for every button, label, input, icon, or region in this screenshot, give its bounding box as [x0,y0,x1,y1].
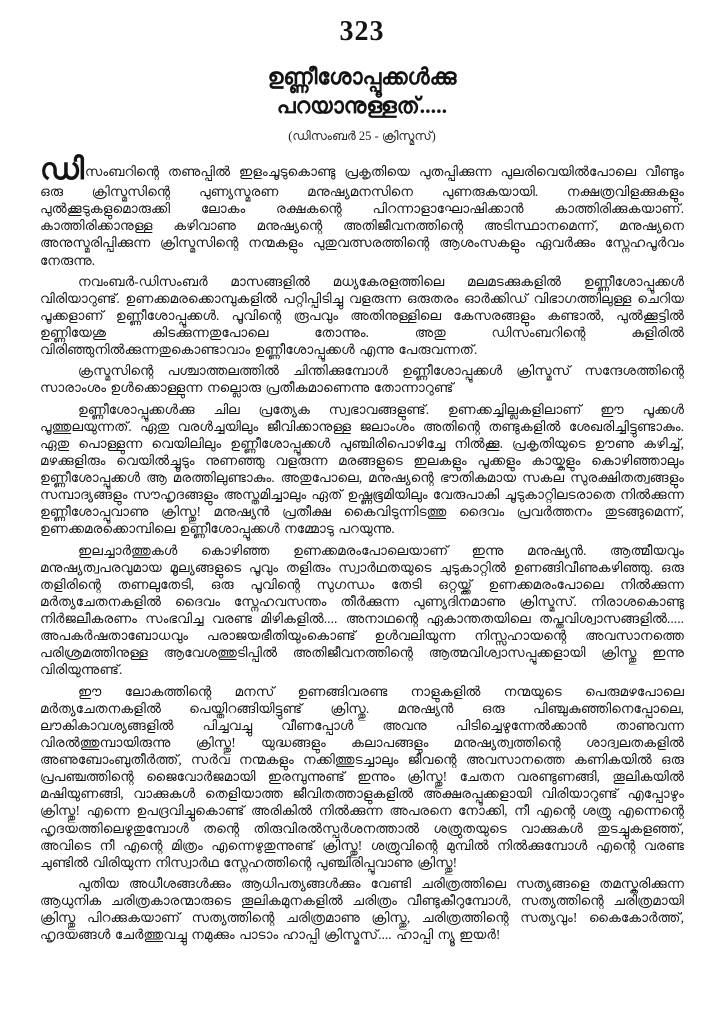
page-number: 323 [339,16,385,47]
paragraph-3: ക്രസ്മസിന്റെ പശ്ചാത്തലത്തിൽ ചിന്തിക്കുമ്പോൾ ഉണ്ണീശോപ്പൂക്കൾ ക്രിസ്മസ് സന്ദേശത്തിന്റെ സാരാംശം ഉൾക്കൊള്ളുന്ന നല്ലൊരു പ്രതീകമാണെന്നു തോന്നാറുണ്ട് [40,363,684,396]
page-title [40,62,684,120]
title-line-2: പറയാനുള്ളത്..... [276,93,448,119]
paragraph-1-text: സംബറിന്റെ തണുപ്പിൽ ഇളംചൂടുകൊണ്ടു പ്രകൃതിയെ പുതപ്പിക്കുന്ന പുലരിവെയിൽപോലെ വീണ്ടും ഒരു ക്രിസ്മസിന്റെ പുണ്യസ്മരണ മനുഷ്യമനസിനെ പുണരുകയായി. നക്ഷത്രവിളക്കുകളും പുൽക്കൂടുകളുമൊരുക്കി ലോകം രക്ഷകന്റെ പിറന്നാളാഘോഷിക്കാൻ കാത്തിരിക്കുകയാണ്. കാത്തിരിക്കാനുള്ള കഴിവാണു മനുഷ്യന്റെ അതിജീവനത്തിന്റെ അടിസ്ഥാനമെന്ന്, മനുഷ്യനെ അനുസ്മരിപ്പിക്കുന്ന ക്രിസ്മസിന്റെ നന്മകളും പുതുവത്സരത്തിന്റെ ആശംസകളും ഏവർക്കും സ്നേഹപൂർവം നേരുന്നു. [40,164,684,268]
article-body [40,153,684,943]
paragraph-2: നവംബർ-ഡിസംബർ മാസങ്ങളിൽ മധ്യകേരളത്തിലെ മലമടക്കുകളിൽ ഉണ്ണീശോപ്പൂക്കൾ വിരിയാറുണ്ട്. ഉണക്കമരക്കൊമ്പുകളിൽ പറ്റിപ്പിടിച്ചു വളരുന്ന ഒരുതരം ഓർക്കിഡ് വിഭാഗത്തിലുള്ള ചെറിയ പൂക്കളാണ് ഉണ്ണീശോപ്പൂക്കൾ. പൂവിന്റെ രൂപവും അതിനുള്ളിലെ കേസരങ്ങളും കണ്ടാൽ, പുൽക്കൂട്ടിൽ ഉണ്ണിയേശു കിടക്കുന്നതുപോലെ തോന്നും. അതു ഡിസംബറിന്റെ കുളിരിൽ വിരിഞ്ഞുനിൽക്കുന്നതുകൊണ്ടാവാം ഉണ്ണീശോപ്പൂക്കൾ എന്നു പേരുവന്നത്. [40,273,684,358]
paragraph-6: ഈ ലോകത്തിന്റെ മനസ് ഉണങ്ങിവരണ്ട നാളുകളിൽ നന്മയുടെ പെരുമഴപോലെ മർത്യചേതനകളിൽ പെയ്തിറങ്ങിയിട്ടുണ്ട് ക്രിസ്തു. മനുഷ്യൻ ഒരു പിഞ്ചുകുഞ്ഞിനെപ്പോലെ, ലൗകികാവശ്യങ്ങളിൽ പിച്ചവച്ചു വീണപ്പോൾ അവനു പിടിച്ചെഴുന്നേൽക്കാൻ താണുവന്ന വിരൽത്തുമ്പായിരുന്നു ക്രിസ്തു! യുദ്ധങ്ങളും കലാപങ്ങളും മനുഷ്യത്വത്തിന്റെ ശാദ്വലതകളിൽ അണുബോംബുതീർത്ത്, സർവ നന്മകളും നക്കിത്തുടച്ചാലും ജീവന്റെ അവസാനത്തെ കണികയിൽ ഒരു പ്രപഞ്ചത്തിന്റെ ജൈവോർജമായി ഇരമ്പുന്നുണ്ട് ഇന്നും ക്രിസ്തു! ചേതന വരണ്ടുണങ്ങി, തൂലികയിൽ മഷിയുണങ്ങി, വാക്കുകൾ തെളിയാത്ത ജീവിതത്താളുകളിൽ അക്ഷരപ്പൂക്കളായി വിരിയാറുണ്ട് എപ്പോഴും ക്രിസ്തു! എന്നെ ഉപദ്രവിച്ചുകൊണ്ട് അരികിൽ നിൽക്കുന്ന അപരനെ നോക്കി, നീ എന്റെ ശത്രു എന്നെന്റെ ഹൃദയത്തിലെഴുതുമ്പോൾ തന്റെ തിരുവിരൽസ്പർശനത്താൽ ശത്രുതയുടെ വാക്കുകൾ തുടച്ചുകളഞ്ഞ്, അവിടെ നീ എന്റെ മിത്രം എന്നെഴുതുന്നുണ്ട് ക്രിസ്തു! ശത്രുവിന്റെ മുമ്പിൽ നിൽക്കുമ്പോൾ എന്റെ വരണ്ട ചുണ്ടിൽ വിരിയുന്ന നിസ്വാർഥ സ്നേഹത്തിന്റെ പുഞ്ചിരിപ്പൂവാണു ക്രിസ്തു! [40,683,684,870]
title-line-1: ഉണ്ണീശോപ്പൂക്കൾക്കു [267,64,457,89]
paragraph-5: ഇലച്ചാർത്തുകൾ കൊഴിഞ്ഞ ഉണക്കമരംപോലെയാണ് ഇന്നു മനുഷ്യൻ. ആത്മീയവും മനുഷ്യത്വപരവുമായ മൂല്യങ്ങളുടെ പൂവും തളിരും സ്വാർഥതയുടെ ചുടുകാറ്റിൽ ഉണങ്ങിവീണുകഴിഞ്ഞു. ഒരു തളിരിന്റെ തണലുതേടി, ഒരു പൂവിന്റെ സുഗന്ധം തേടി ഒറ്റയ്ക്ക് ഉണക്കമരംപോലെ നിൽക്കുന്ന മർത്യചേതനകളിൽ ദൈവം സ്നേഹവസന്തം തീർക്കുന്ന പുണ്യദിനമാണു ക്രിസ്മസ്. നിരാശകൊണ്ടു നിർജലീകരണം സംഭവിച്ച വരണ്ട മിഴികളിൽ.... അനാഥന്റെ ഏകാന്തതയിലെ തപ്തവിശ്വാസങ്ങളിൽ..... അപകർഷതാബോധവും പരാജയഭീതിയുംകൊണ്ട് ഉൾവലിയുന്ന നിസ്സഹായന്റെ അവസാനത്തെ പരിശ്രമത്തിനുള്ള ആവേശത്തുടിപ്പിൽ അതിജീവനത്തിന്റെ ആത്മവിശ്വാസപ്പൂക്കളായി ക്രിസ്തു ഇന്നു വിരിയുന്നുണ്ട്. [40,542,684,678]
paragraph-7: പുതിയ അധീശങ്ങൾക്കും ആധിപത്യങ്ങൾക്കും വേണ്ടി ചരിത്രത്തിലെ സത്യങ്ങളെ തമസ്കരിക്കുന്ന ആധുനിക ചരിത്രകാരന്മാരുടെ തൂലികമുനകളിൽ ചരിത്രം വീണ്ടുകീറുമ്പോൾ, സത്യത്തിന്റെ ചരിത്രമായി ക്രിസ്തു പിറക്കുകയാണ് സത്യത്തിന്റെ ചരിത്രമാണു ക്രിസ്തു, ചരിത്രത്തിന്റെ സത്യവും! കൈകോർത്ത്, ഹൃദയങ്ങൾ ചേർത്തുവച്ചു നമുക്കും പാടാം ഹാപ്പി ക്രിസ്മസ്.... ഹാപ്പി ന്യൂ ഇയർ! [40,875,684,943]
drop-cap-initial: ഡി [40,153,85,187]
paragraph-1 [40,153,684,269]
subtitle: (ഡിസംബർ 25 - ക്രിസ്മസ്) [288,129,436,144]
paragraph-4: ഉണ്ണീശോപ്പൂക്കൾക്കു ചില പ്രത്യേക സ്വഭാവങ്ങളുണ്ട്. ഉണക്കച്ചില്ലകളിലാണ് ഈ പൂക്കൾ പൂത്തുലയുന്നത്. ഏതു വരൾച്ചയിലും ജീവിക്കാനുള്ള ജലാംശം അതിന്റെ തണ്ടുകളിൽ ശേഖരിച്ചിട്ടുണ്ടാകും. ഏതു പൊള്ളുന്ന വെയിലിലും ഉണ്ണീശോപ്പൂക്കൾ പുഞ്ചിരിപൊഴിച്ചേ നിൽക്കൂ. പ്രകൃതിയുടെ ഊണു കഴിച്ച്, മഴക്കുളിരും വെയിൽച്ചൂടും നുണഞ്ഞു വളരുന്ന മരങ്ങളുടെ ഇലകളും പൂക്കളും കായ്കളും കൊഴിഞ്ഞാലും ഉണ്ണീശോപ്പൂക്കൾ ആ മരത്തിലുണ്ടാകും. അതുപോലെ, മനുഷ്യന്റെ ഭൗതികമായ സകല സുരക്ഷിതത്വങ്ങളും സമ്പാദ്യങ്ങളും സൗഹൃദങ്ങളും അസ്തമിച്ചാലും ഏത് ഉഷ്ണഭൂമിയിലും വേരുപാകി ചൂടുകാറ്റിലടരാതെ നിൽക്കുന്ന ഉണ്ണീശോപ്പൂവാണു ക്രിസ്തു! മനുഷ്യൻ പ്രതീക്ഷ കൈവിടുന്നിടത്തു ദൈവം പ്രവർത്തനം തുടങ്ങുമെന്ന്, ഉണക്കമരക്കൊമ്പിലെ ഉണ്ണീശോപ്പൂക്കൾ നമ്മോടു പറയുന്നു. [40,401,684,537]
